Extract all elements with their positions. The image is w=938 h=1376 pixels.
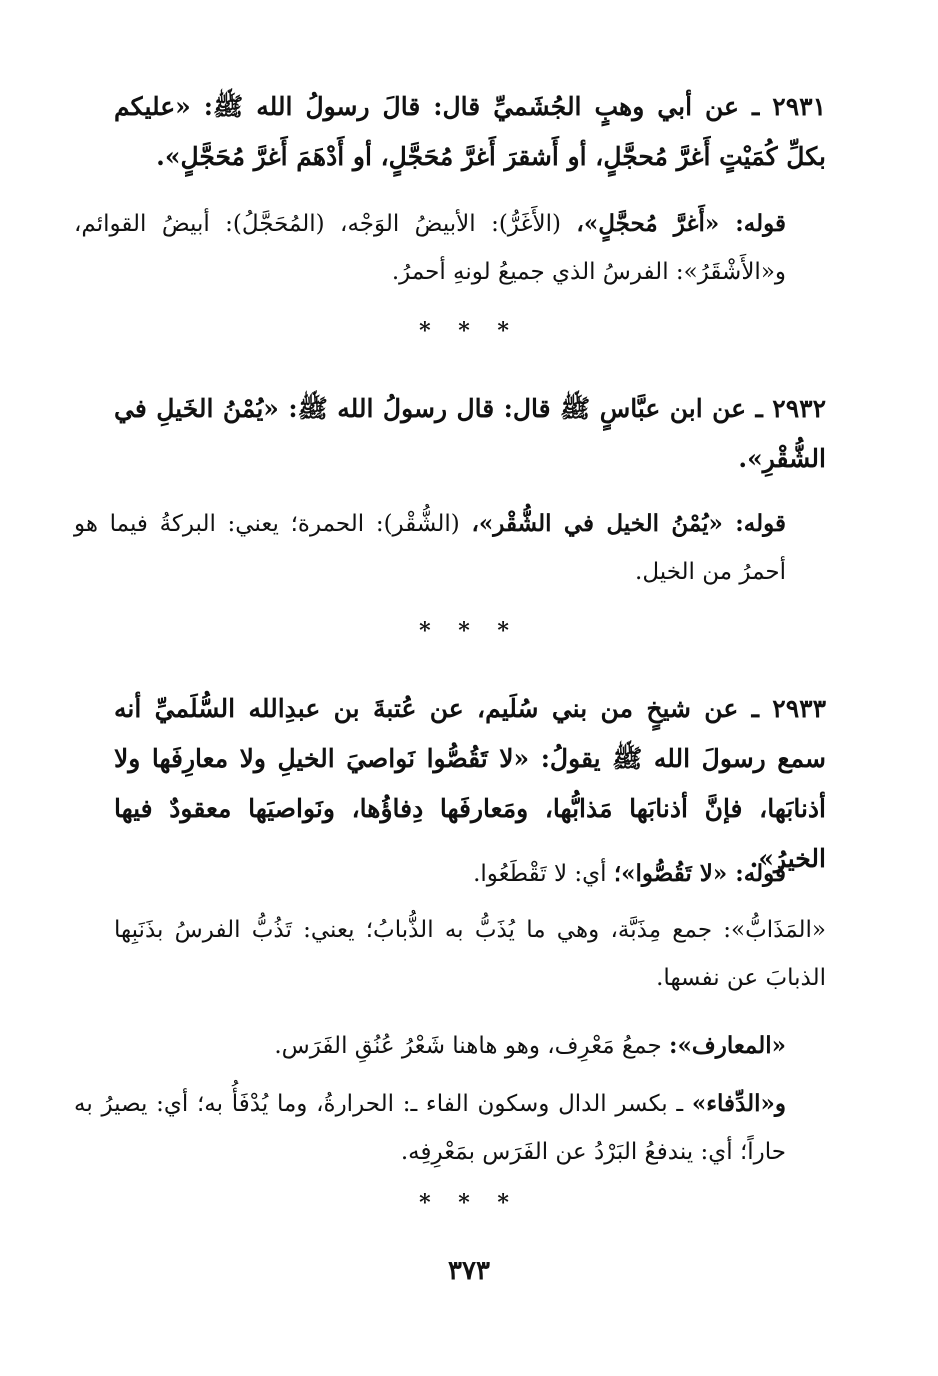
commentary-2933-4: [74, 1080, 826, 1176]
section-separator: * * *: [419, 318, 519, 344]
commentary-2933-1: [74, 850, 826, 898]
hadith-2932: ٢٩٣٢ ـ عن ابن عبَّاسٍ ﷺ قال: قال رسولُ الله ﷺ: «يُمْنُ الخَيلِ في الشُّقْرِ».: [114, 394, 826, 473]
commentary-2933-3: [74, 1022, 826, 1070]
commentary-text: (الأَغَرُّ): الأبيضُ الوَجْه، (المُحَجَّلُ): أبيضُ القوائم، و«الأَشْقَرُ»: الفرسُ الذي جميعُ لونهِ أحمرُ.: [74, 211, 786, 285]
commentary-2933-2: [114, 906, 826, 1002]
commentary-text: جمعُ مَعْرِف، وهو هاهنا شَعْرُ عُنُقِ الفَرَس.: [274, 1033, 669, 1059]
commentary-keyword: و«الدِّفاء»: [691, 1090, 786, 1117]
commentary-keyword: قوله: «يُمْنُ الخيل في الشُّقْر»،: [471, 510, 786, 537]
commentary-keyword: قوله: «أَغرَّ مُحجَّلٍ»،: [576, 210, 786, 237]
section-separator: * * *: [419, 618, 519, 644]
commentary-keyword: قوله: «لا تَقُصُّوا»؛: [613, 860, 786, 887]
commentary-text: «المَذَابُّ»: جمع مِذَبَّة، وهي ما يُذَبُّ به الذُّبابُ؛ يعني: تَذُبُّ الفرسُ بذَنَبِها الذبابَ عن نفسها.: [114, 917, 826, 991]
commentary-2931: [74, 200, 826, 296]
commentary-2932: [74, 500, 826, 596]
commentary-text: (الشُّقْر): الحمرة؛ يعني: البركةُ فيما هو أحمرُ من الخيل.: [74, 511, 786, 585]
commentary-keyword: «المعارف»:: [669, 1032, 786, 1059]
hadith-2931: ٢٩٣١ ـ عن أبي وهبٍ الجُشَميِّ قال: قالَ رسولُ الله ﷺ: «عليكم بكلِّ كُمَيْتٍ أَغرَّ مُحجَّلٍ، أو أَشقرَ أَغرَّ مُحَجَّلٍ، أو أَدْهَمَ أَغرَّ مُحَجَّلٍ».: [114, 92, 826, 171]
hadith-2933: ٢٩٣٣ ـ عن شيخٍ من بني سُلَيم، عن عُتبةَ بن عبدِالله السُّلَميِّ أنه سمع رسولَ الله ﷺ يقولُ: «لا تَقُصُّوا نَواصيَ الخيلِ ولا معارِفَها ولا أذنابَها، فإنَّ أذنابَها مَذابُّها، ومَعارفَها دِفاؤُها، ونَواصيَها معقودٌ فيها الخيرُ».: [114, 694, 826, 873]
commentary-text: ـ بكسر الدال وسكون الفاء ـ: الحرارةُ، وما يُدْفَأُ به؛ أي: يصيرُ به حاراً؛ أي: يندفعُ البَرْدُ عن الفَرَس بمَعْرِفِه.: [74, 1091, 786, 1165]
page-number: ٣٧٣: [448, 1256, 490, 1286]
section-separator: * * *: [419, 1190, 519, 1216]
commentary-text: أي: لا تَقْطَعُوا.: [473, 861, 614, 887]
